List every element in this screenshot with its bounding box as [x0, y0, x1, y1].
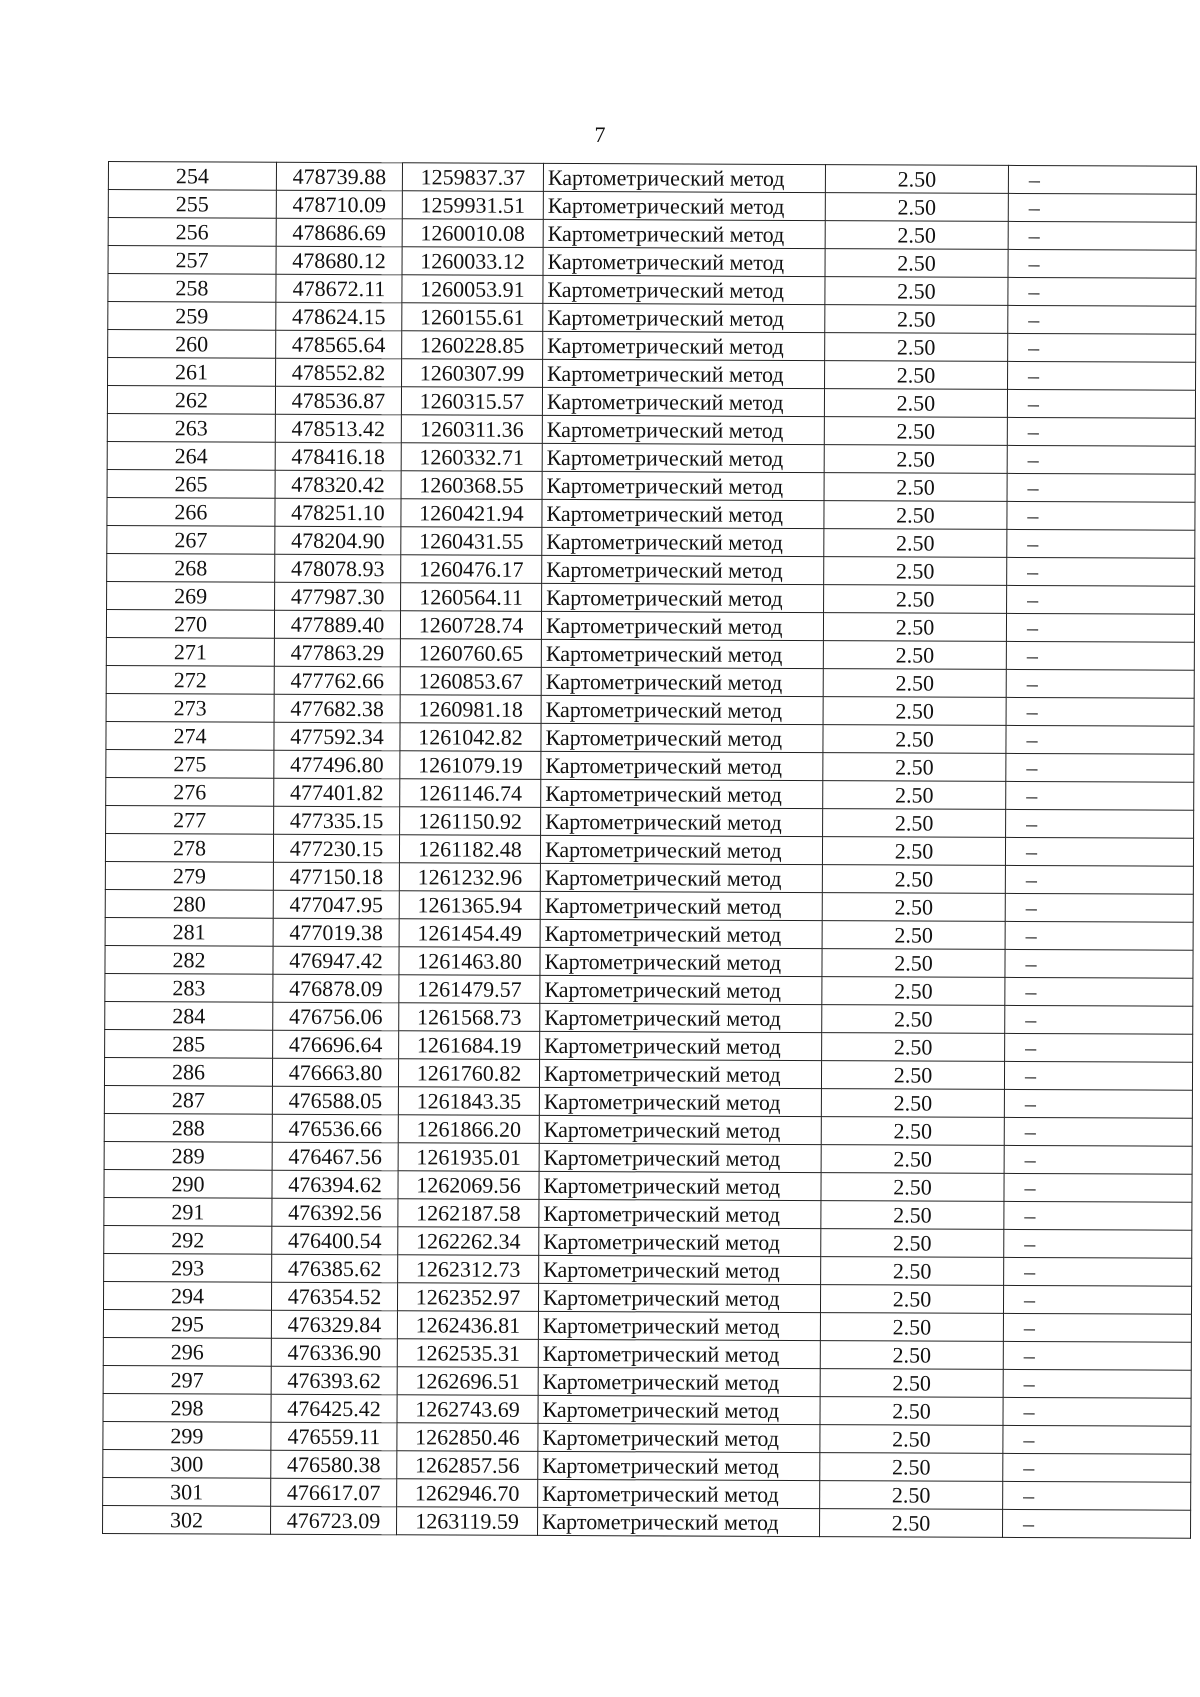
accuracy-cell: 2.50: [821, 1173, 1004, 1202]
y-coordinate-cell: 1263119.59: [397, 1507, 538, 1536]
y-coordinate-cell: 1261146.74: [400, 779, 541, 808]
y-coordinate-cell: 1260332.71: [401, 443, 542, 472]
y-coordinate-cell: 1260368.55: [401, 471, 542, 500]
point-number-cell: 280: [105, 889, 273, 918]
x-coordinate-cell: 476580.38: [271, 1450, 397, 1479]
point-number-cell: 264: [107, 441, 275, 470]
point-number-cell: 284: [105, 1001, 273, 1030]
note-cell: –: [1003, 1397, 1191, 1426]
accuracy-cell: 2.50: [820, 1313, 1003, 1342]
note-cell: –: [1006, 669, 1194, 698]
method-cell: Картометрический метод: [542, 527, 824, 556]
y-coordinate-cell: 1262262.34: [398, 1227, 539, 1256]
point-number-cell: 298: [103, 1393, 271, 1422]
point-number-cell: 279: [105, 861, 273, 890]
y-coordinate-cell: 1259931.51: [402, 191, 543, 220]
note-cell: –: [1007, 417, 1195, 446]
accuracy-cell: 2.50: [822, 837, 1005, 866]
note-cell: –: [1007, 585, 1195, 614]
point-number-cell: 272: [106, 665, 274, 694]
x-coordinate-cell: 477335.15: [274, 806, 400, 835]
y-coordinate-cell: 1260760.65: [400, 639, 541, 668]
x-coordinate-cell: 476588.05: [272, 1086, 398, 1115]
note-cell: –: [1004, 1117, 1192, 1146]
method-cell: Картометрический метод: [541, 751, 823, 780]
method-cell: Картометрический метод: [538, 1507, 820, 1536]
x-coordinate-cell: 477496.80: [274, 750, 400, 779]
x-coordinate-cell: 477150.18: [273, 862, 399, 891]
method-cell: Картометрический метод: [542, 387, 824, 416]
x-coordinate-cell: 478513.42: [275, 414, 401, 443]
note-cell: –: [1008, 221, 1196, 250]
point-number-cell: 282: [105, 945, 273, 974]
y-coordinate-cell: 1262187.58: [398, 1199, 539, 1228]
accuracy-cell: 2.50: [825, 249, 1008, 278]
y-coordinate-cell: 1260155.61: [402, 303, 543, 332]
x-coordinate-cell: 476467.56: [272, 1142, 398, 1171]
coordinates-table-body: [103, 162, 1197, 1539]
x-coordinate-cell: 476329.84: [271, 1310, 397, 1339]
y-coordinate-cell: 1260033.12: [402, 247, 543, 276]
method-cell: Картометрический метод: [540, 1031, 822, 1060]
point-number-cell: 258: [108, 274, 276, 303]
x-coordinate-cell: 477987.30: [275, 582, 401, 611]
accuracy-cell: 2.50: [822, 1033, 1005, 1062]
accuracy-cell: 2.50: [825, 361, 1008, 390]
x-coordinate-cell: 476536.66: [272, 1114, 398, 1143]
note-cell: –: [1004, 1089, 1192, 1118]
method-cell: Картометрический метод: [538, 1451, 820, 1480]
accuracy-cell: 2.50: [820, 1453, 1003, 1482]
accuracy-cell: 2.50: [821, 1257, 1004, 1286]
point-number-cell: 302: [103, 1505, 271, 1534]
point-number-cell: 293: [104, 1253, 272, 1282]
x-coordinate-cell: 476723.09: [271, 1506, 397, 1535]
x-coordinate-cell: 476559.11: [271, 1422, 397, 1451]
y-coordinate-cell: 1262743.69: [397, 1395, 538, 1424]
note-cell: –: [1004, 1061, 1192, 1090]
method-cell: Картометрический метод: [539, 1087, 821, 1116]
note-cell: –: [1006, 725, 1194, 754]
point-number-cell: 289: [104, 1141, 272, 1170]
method-cell: Картометрический метод: [543, 359, 825, 388]
y-coordinate-cell: 1262946.70: [397, 1479, 538, 1508]
note-cell: –: [1004, 1257, 1192, 1286]
accuracy-cell: 2.50: [823, 781, 1006, 810]
x-coordinate-cell: 476878.09: [273, 974, 399, 1003]
method-cell: Картометрический метод: [540, 947, 822, 976]
accuracy-cell: 2.50: [822, 921, 1005, 950]
note-cell: –: [1007, 501, 1195, 530]
note-cell: –: [1006, 809, 1194, 838]
x-coordinate-cell: 476336.90: [271, 1338, 397, 1367]
y-coordinate-cell: 1261079.19: [400, 751, 541, 780]
x-coordinate-cell: 476756.06: [273, 1002, 399, 1031]
note-cell: –: [1004, 1173, 1192, 1202]
point-number-cell: 269: [107, 581, 275, 610]
note-cell: –: [1008, 277, 1196, 306]
y-coordinate-cell: 1261042.82: [400, 723, 541, 752]
point-number-cell: 283: [105, 973, 273, 1002]
y-coordinate-cell: 1262535.31: [397, 1339, 538, 1368]
point-number-cell: 277: [106, 805, 274, 834]
y-coordinate-cell: 1261866.20: [398, 1115, 539, 1144]
accuracy-cell: 2.50: [820, 1369, 1003, 1398]
y-coordinate-cell: 1261232.96: [399, 863, 540, 892]
method-cell: Картометрический метод: [541, 807, 823, 836]
note-cell: –: [1005, 837, 1193, 866]
page-number: 7: [594, 122, 606, 147]
method-cell: Картометрический метод: [541, 611, 823, 640]
y-coordinate-cell: 1260421.94: [401, 499, 542, 528]
accuracy-cell: 2.50: [825, 221, 1008, 250]
note-cell: –: [1005, 949, 1193, 978]
method-cell: Картометрический метод: [542, 583, 824, 612]
y-coordinate-cell: 1261182.48: [399, 835, 540, 864]
accuracy-cell: 2.50: [823, 697, 1006, 726]
accuracy-cell: 2.50: [821, 1117, 1004, 1146]
note-cell: –: [1006, 641, 1194, 670]
method-cell: Картометрический метод: [541, 639, 823, 668]
y-coordinate-cell: 1261463.80: [399, 947, 540, 976]
point-number-cell: 291: [104, 1197, 272, 1226]
note-cell: –: [1006, 613, 1194, 642]
x-coordinate-cell: 478416.18: [275, 442, 401, 471]
y-coordinate-cell: 1261365.94: [399, 891, 540, 920]
accuracy-cell: 2.50: [821, 1229, 1004, 1258]
note-cell: –: [1003, 1341, 1191, 1370]
table-row: [103, 1505, 1191, 1538]
x-coordinate-cell: 477019.38: [273, 918, 399, 947]
point-number-cell: 294: [103, 1281, 271, 1310]
method-cell: Картометрический метод: [542, 471, 824, 500]
accuracy-cell: 2.50: [822, 977, 1005, 1006]
note-cell: –: [1007, 529, 1195, 558]
x-coordinate-cell: 478320.42: [275, 470, 401, 499]
note-cell: –: [1007, 445, 1195, 474]
y-coordinate-cell: 1262312.73: [398, 1255, 539, 1284]
x-coordinate-cell: 478565.64: [276, 330, 402, 359]
point-number-cell: 275: [106, 749, 274, 778]
x-coordinate-cell: 477863.29: [274, 638, 400, 667]
method-cell: Картометрический метод: [541, 667, 823, 696]
accuracy-cell: 2.50: [825, 277, 1008, 306]
point-number-cell: 257: [108, 246, 276, 275]
note-cell: –: [1003, 1425, 1191, 1454]
x-coordinate-cell: 476394.62: [272, 1170, 398, 1199]
x-coordinate-cell: 476425.42: [271, 1394, 397, 1423]
point-number-cell: 281: [105, 917, 273, 946]
x-coordinate-cell: 477230.15: [273, 834, 399, 863]
accuracy-cell: 2.50: [822, 1005, 1005, 1034]
method-cell: Картометрический метод: [543, 219, 825, 248]
note-cell: –: [1004, 1145, 1192, 1174]
note-cell: –: [1004, 1201, 1192, 1230]
point-number-cell: 270: [106, 609, 274, 638]
accuracy-cell: 2.50: [823, 809, 1006, 838]
note-cell: –: [1006, 781, 1194, 810]
y-coordinate-cell: 1260311.36: [401, 415, 542, 444]
point-number-cell: 300: [103, 1449, 271, 1478]
note-cell: –: [1005, 1005, 1193, 1034]
note-cell: –: [1007, 389, 1195, 418]
x-coordinate-cell: 478078.93: [275, 554, 401, 583]
accuracy-cell: 2.50: [823, 613, 1006, 642]
x-coordinate-cell: 478710.09: [276, 190, 402, 219]
method-cell: Картометрический метод: [539, 1255, 821, 1284]
point-number-cell: 297: [103, 1365, 271, 1394]
y-coordinate-cell: 1262857.56: [397, 1451, 538, 1480]
note-cell: –: [1003, 1313, 1191, 1342]
note-cell: –: [1003, 1285, 1191, 1314]
point-number-cell: 261: [108, 358, 276, 387]
y-coordinate-cell: 1262069.56: [398, 1171, 539, 1200]
note-cell: –: [1005, 865, 1193, 894]
method-cell: Картометрический метод: [540, 863, 822, 892]
method-cell: Картометрический метод: [540, 835, 822, 864]
point-number-cell: 260: [108, 330, 276, 359]
x-coordinate-cell: 476392.56: [272, 1198, 398, 1227]
y-coordinate-cell: 1262352.97: [397, 1283, 538, 1312]
accuracy-cell: 2.50: [824, 557, 1007, 586]
accuracy-cell: 2.50: [820, 1425, 1003, 1454]
method-cell: Картометрический метод: [543, 163, 825, 192]
note-cell: –: [1008, 305, 1196, 334]
accuracy-cell: 2.50: [821, 1201, 1004, 1230]
y-coordinate-cell: 1260476.17: [401, 555, 542, 584]
coordinates-table: [102, 161, 1197, 1539]
point-number-cell: 262: [107, 386, 275, 415]
accuracy-cell: 2.50: [823, 641, 1006, 670]
y-coordinate-cell: 1262436.81: [397, 1311, 538, 1340]
x-coordinate-cell: 478552.82: [276, 358, 402, 387]
x-coordinate-cell: 477592.34: [274, 722, 400, 751]
method-cell: Картометрический метод: [538, 1479, 820, 1508]
point-number-cell: 278: [105, 833, 273, 862]
method-cell: Картометрический метод: [543, 303, 825, 332]
method-cell: Картометрический метод: [538, 1311, 820, 1340]
point-number-cell: 266: [107, 497, 275, 526]
accuracy-cell: 2.50: [820, 1341, 1003, 1370]
y-coordinate-cell: 1260315.57: [401, 387, 542, 416]
method-cell: Картометрический метод: [539, 1143, 821, 1172]
y-coordinate-cell: 1260053.91: [402, 275, 543, 304]
y-coordinate-cell: 1259837.37: [402, 163, 543, 192]
method-cell: Картометрический метод: [542, 555, 824, 584]
x-coordinate-cell: 476617.07: [271, 1478, 397, 1507]
x-coordinate-cell: 476400.54: [272, 1226, 398, 1255]
note-cell: –: [1008, 193, 1196, 222]
note-cell: –: [1005, 977, 1193, 1006]
y-coordinate-cell: 1260728.74: [400, 611, 541, 640]
x-coordinate-cell: 476385.62: [272, 1254, 398, 1283]
accuracy-cell: 2.50: [823, 753, 1006, 782]
note-cell: –: [1008, 249, 1196, 278]
point-number-cell: 287: [104, 1085, 272, 1114]
x-coordinate-cell: 478680.12: [276, 246, 402, 275]
y-coordinate-cell: 1261568.73: [399, 1003, 540, 1032]
method-cell: Картометрический метод: [541, 723, 823, 752]
x-coordinate-cell: 477047.95: [273, 890, 399, 919]
point-number-cell: 256: [108, 218, 276, 247]
accuracy-cell: 2.50: [820, 1285, 1003, 1314]
point-number-cell: 296: [103, 1337, 271, 1366]
accuracy-cell: 2.50: [824, 417, 1007, 446]
accuracy-cell: 2.50: [824, 501, 1007, 530]
point-number-cell: 263: [107, 413, 275, 442]
y-coordinate-cell: 1261454.49: [399, 919, 540, 948]
method-cell: Картометрический метод: [542, 443, 824, 472]
method-cell: Картометрический метод: [538, 1283, 820, 1312]
point-number-cell: 295: [103, 1309, 271, 1338]
point-number-cell: 268: [107, 553, 275, 582]
method-cell: Картометрический метод: [539, 1171, 821, 1200]
point-number-cell: 276: [106, 777, 274, 806]
method-cell: Картометрический метод: [542, 499, 824, 528]
note-cell: –: [1003, 1369, 1191, 1398]
accuracy-cell: 2.50: [822, 893, 1005, 922]
accuracy-cell: 2.50: [825, 193, 1008, 222]
accuracy-cell: 2.50: [821, 1061, 1004, 1090]
accuracy-cell: 2.50: [822, 949, 1005, 978]
y-coordinate-cell: 1262696.51: [397, 1367, 538, 1396]
x-coordinate-cell: 478686.69: [276, 218, 402, 247]
y-coordinate-cell: 1261150.92: [400, 807, 541, 836]
note-cell: –: [1003, 1453, 1191, 1482]
method-cell: Картометрический метод: [539, 1059, 821, 1088]
y-coordinate-cell: 1262850.46: [397, 1423, 538, 1452]
x-coordinate-cell: 476696.64: [273, 1030, 399, 1059]
note-cell: –: [1005, 893, 1193, 922]
accuracy-cell: 2.50: [824, 445, 1007, 474]
point-number-cell: 255: [108, 190, 276, 219]
x-coordinate-cell: 478536.87: [275, 386, 401, 415]
y-coordinate-cell: 1260981.18: [400, 695, 541, 724]
method-cell: Картометрический метод: [542, 415, 824, 444]
method-cell: Картометрический метод: [538, 1339, 820, 1368]
method-cell: Картометрический метод: [543, 191, 825, 220]
point-number-cell: 271: [106, 637, 274, 666]
x-coordinate-cell: 478251.10: [275, 498, 401, 527]
point-number-cell: 301: [103, 1477, 271, 1506]
method-cell: Картометрический метод: [539, 1115, 821, 1144]
x-coordinate-cell: 477762.66: [274, 666, 400, 695]
accuracy-cell: 2.50: [823, 669, 1006, 698]
accuracy-cell: 2.50: [821, 1145, 1004, 1174]
point-number-cell: 288: [104, 1113, 272, 1142]
y-coordinate-cell: 1260431.55: [401, 527, 542, 556]
y-coordinate-cell: 1260010.08: [402, 219, 543, 248]
x-coordinate-cell: 478739.88: [276, 162, 402, 191]
x-coordinate-cell: 477682.38: [274, 694, 400, 723]
note-cell: –: [1007, 557, 1195, 586]
y-coordinate-cell: 1260853.67: [400, 667, 541, 696]
method-cell: Картометрический метод: [539, 1199, 821, 1228]
method-cell: Картометрический метод: [541, 779, 823, 808]
note-cell: –: [1006, 697, 1194, 726]
y-coordinate-cell: 1260228.85: [402, 331, 543, 360]
x-coordinate-cell: 478624.15: [276, 302, 402, 331]
y-coordinate-cell: 1261935.01: [398, 1143, 539, 1172]
point-number-cell: 254: [108, 162, 276, 191]
method-cell: Картометрический метод: [543, 275, 825, 304]
note-cell: –: [1008, 333, 1196, 362]
note-cell: –: [1008, 361, 1196, 390]
method-cell: Картометрический метод: [540, 1003, 822, 1032]
accuracy-cell: 2.50: [825, 305, 1008, 334]
method-cell: Картометрический метод: [543, 247, 825, 276]
x-coordinate-cell: 476354.52: [271, 1282, 397, 1311]
y-coordinate-cell: 1261760.82: [398, 1059, 539, 1088]
note-cell: –: [1008, 165, 1196, 194]
point-number-cell: 286: [104, 1057, 272, 1086]
note-cell: –: [1003, 1481, 1191, 1510]
method-cell: Картометрический метод: [541, 695, 823, 724]
note-cell: –: [1005, 921, 1193, 950]
method-cell: Картометрический метод: [538, 1395, 820, 1424]
point-number-cell: 267: [107, 525, 275, 554]
y-coordinate-cell: 1261684.19: [399, 1031, 540, 1060]
accuracy-cell: 2.50: [825, 165, 1008, 194]
point-number-cell: 285: [105, 1029, 273, 1058]
x-coordinate-cell: 476947.42: [273, 946, 399, 975]
method-cell: Картометрический метод: [538, 1423, 820, 1452]
x-coordinate-cell: 477889.40: [274, 610, 400, 639]
method-cell: Картометрический метод: [543, 331, 825, 360]
method-cell: Картометрический метод: [540, 891, 822, 920]
point-number-cell: 290: [104, 1169, 272, 1198]
point-number-cell: 274: [106, 721, 274, 750]
point-number-cell: 265: [107, 469, 275, 498]
accuracy-cell: 2.50: [824, 585, 1007, 614]
accuracy-cell: 2.50: [820, 1397, 1003, 1426]
y-coordinate-cell: 1260564.11: [401, 583, 542, 612]
accuracy-cell: 2.50: [820, 1481, 1003, 1510]
note-cell: –: [1007, 473, 1195, 502]
accuracy-cell: 2.50: [824, 473, 1007, 502]
point-number-cell: 273: [106, 693, 274, 722]
method-cell: Картометрический метод: [540, 975, 822, 1004]
accuracy-cell: 2.50: [823, 725, 1006, 754]
note-cell: –: [1004, 1229, 1192, 1258]
method-cell: Картометрический метод: [540, 919, 822, 948]
y-coordinate-cell: 1261479.57: [399, 975, 540, 1004]
x-coordinate-cell: 478204.90: [275, 526, 401, 555]
accuracy-cell: 2.50: [824, 529, 1007, 558]
y-coordinate-cell: 1261843.35: [398, 1087, 539, 1116]
accuracy-cell: 2.50: [821, 1089, 1004, 1118]
note-cell: –: [1003, 1509, 1191, 1538]
x-coordinate-cell: 477401.82: [274, 778, 400, 807]
point-number-cell: 259: [108, 302, 276, 331]
y-coordinate-cell: 1260307.99: [402, 359, 543, 388]
x-coordinate-cell: 476663.80: [272, 1058, 398, 1087]
accuracy-cell: 2.50: [820, 1509, 1003, 1538]
accuracy-cell: 2.50: [824, 389, 1007, 418]
point-number-cell: 299: [103, 1421, 271, 1450]
x-coordinate-cell: 476393.62: [271, 1366, 397, 1395]
accuracy-cell: 2.50: [825, 333, 1008, 362]
method-cell: Картометрический метод: [538, 1367, 820, 1396]
note-cell: –: [1005, 1033, 1193, 1062]
x-coordinate-cell: 478672.11: [276, 274, 402, 303]
note-cell: –: [1006, 753, 1194, 782]
point-number-cell: 292: [104, 1225, 272, 1254]
method-cell: Картометрический метод: [539, 1227, 821, 1256]
accuracy-cell: 2.50: [822, 865, 1005, 894]
